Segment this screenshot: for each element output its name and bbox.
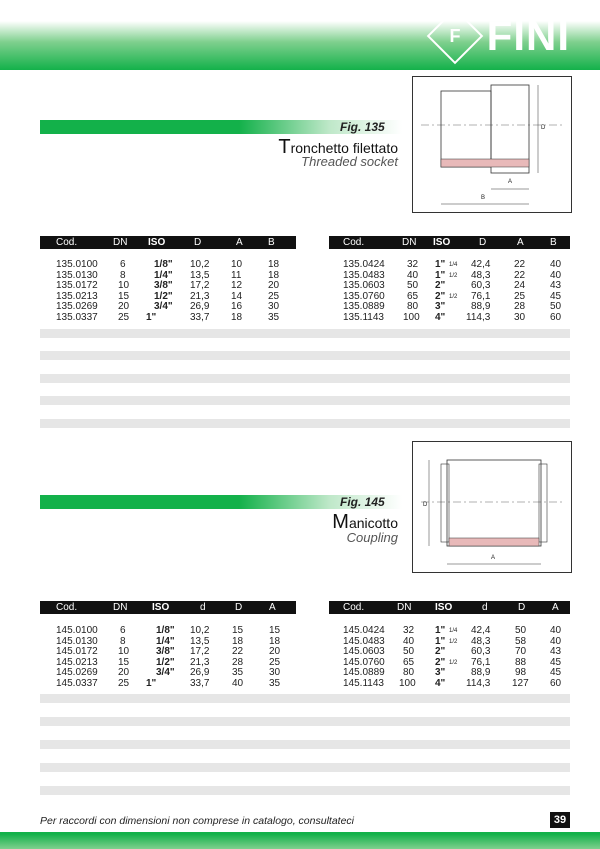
table-row: 145.0337 25 1" 33,7 40 35 (56, 677, 281, 689)
threaded-socket-drawing (412, 76, 572, 213)
footer-note: Per raccordi con dimensioni non comprese in catalogo, consultateci (40, 815, 355, 827)
table-row: 145.0269 20 3/4" 26,9 35 30 (56, 667, 281, 678)
coupling-drawing (412, 441, 572, 573)
table-header-left-145: Cod. DN ISO d D A (40, 601, 296, 614)
table-row: 135.1143 100 4" 114,3 30 60 (343, 311, 562, 323)
fig-label-135: Fig. 135 (340, 120, 385, 134)
table-row: 135.0172 10 3/8" 17,2 12 20 (56, 280, 280, 291)
table-row: 145.0603 50 2" 60,3 70 43 (343, 646, 562, 657)
page-number: 39 (550, 812, 570, 828)
row-stripe (40, 740, 570, 749)
row-stripe (40, 786, 570, 795)
row-stripe (40, 329, 570, 338)
row-stripe (40, 694, 570, 703)
section1-subtitle: Threaded socket (301, 154, 398, 169)
dim-d-label: D (541, 125, 546, 131)
table-row: 135.0100 6 1/8" 10,2 10 18 (56, 259, 280, 270)
table-row: 135.0603 50 2" 60,3 24 43 (343, 280, 562, 291)
section2-subtitle: Coupling (346, 530, 398, 545)
brand-name: FINI (486, 12, 570, 59)
table-header-right-135: Cod. DN ISO D A B (329, 236, 570, 249)
table-row: 135.0424 32 1" 1/4 42,4 22 40 (343, 259, 562, 270)
table-left-135 (40, 260, 296, 323)
section2-title: Manicotto (332, 511, 398, 533)
row-stripe (40, 763, 570, 772)
table-left-145 (40, 626, 296, 689)
table-row: 145.1143 100 4" 114,3 127 60 (343, 677, 562, 689)
table-row: 135.0130 8 1/4" 13,5 11 18 (56, 269, 280, 281)
table-right-135 (329, 260, 570, 323)
table-row: 145.0100 6 1/8" 10,2 15 15 (56, 625, 281, 636)
table-row: 135.0889 80 3" 88,9 28 50 (343, 301, 562, 312)
table-row: 145.0213 15 1/2" 21,3 28 25 (56, 656, 281, 668)
table-row: 135.0483 40 1" 1/2 48,3 22 40 (343, 269, 562, 281)
table-row: 135.0269 20 3/4" 26,9 16 30 (56, 301, 280, 312)
brand-mark-icon: F (426, 8, 483, 65)
table-row: 145.0424 32 1" 1/4 42,4 50 40 (343, 625, 562, 636)
footer-band (0, 834, 600, 849)
table-right-145 (329, 626, 570, 689)
row-stripe (40, 419, 570, 428)
row-stripe (40, 717, 570, 726)
table-row: 145.0889 80 3" 88,9 98 45 (343, 667, 562, 678)
dim-a-label: A (508, 179, 513, 185)
table-header-right-145: Cod. DN ISO d D A (329, 601, 570, 614)
table-row: 135.0337 25 1" 33,7 18 35 (56, 311, 280, 323)
row-stripe (40, 374, 570, 383)
section1-title: Tronchetto filettato (278, 136, 398, 158)
table-row: 145.0760 65 2" 1/2 76,1 88 45 (343, 656, 562, 668)
table-header-left-135: Cod. DN ISO D A B (40, 236, 296, 249)
table-row: 135.0760 65 2" 1/2 76,1 25 45 (343, 290, 562, 302)
table-row: 145.0172 10 3/8" 17,2 22 20 (56, 646, 281, 657)
fig-label-145: Fig. 145 (340, 495, 385, 509)
dim-a-label: A (491, 555, 496, 561)
brand-logo (435, 12, 570, 60)
dim-d-label: D (423, 502, 428, 508)
dim-b-label: B (481, 195, 486, 201)
table-row: 135.0213 15 1/2" 21,3 14 25 (56, 290, 280, 302)
table-row: 145.0483 40 1" 1/2 48,3 58 40 (343, 635, 562, 647)
row-stripe (40, 351, 570, 360)
row-stripe (40, 396, 570, 405)
table-row: 145.0130 8 1/4" 13,5 18 18 (56, 635, 281, 647)
